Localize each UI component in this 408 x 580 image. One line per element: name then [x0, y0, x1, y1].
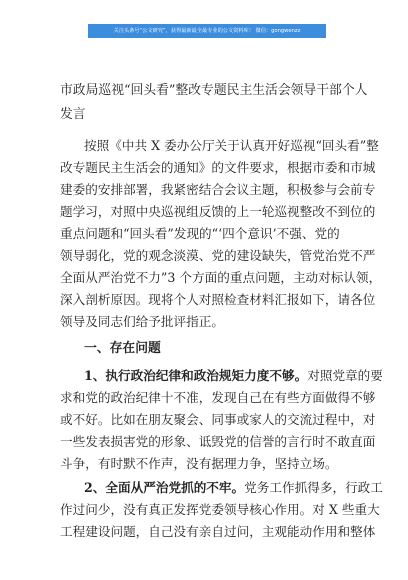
section-heading: 一、存在问题	[84, 341, 161, 356]
point-2-text: 党务工作抓得多，行政工	[244, 480, 383, 495]
point-2-line: 工程建设问题，自己没有亲自过问，主观能动作用和整体	[60, 524, 376, 539]
point-2-line: 作过问少，没有真正发挥党委领导核心作用。对 X 些重大	[60, 502, 380, 517]
point-1-line: 斗争，有时默不作声，没有据理力争，坚持立场。	[60, 456, 338, 471]
document-title-line-2: 发言	[60, 107, 86, 122]
intro-paragraph-line: 领导弱化，党的观念淡漠、党的建设缺失，管党治党不严	[60, 248, 376, 263]
intro-paragraph-line: 全面从严治党不力”3 个方面的重点问题，主动对标认领，	[60, 270, 382, 285]
intro-paragraph-line: 改专题民主生活会的通知》的文件要求，根据市委和市城	[60, 160, 376, 175]
point-1-heading: 1、执行政治纪律和政治规矩力度不够。	[84, 368, 308, 383]
point-1-text: 对照党章的要	[307, 368, 383, 383]
intro-paragraph-line: 建委的安排部署，我紧密结合会议主题，积极参与会前专	[60, 182, 376, 197]
intro-paragraph-line: 深入剖析原因。现将个人对照检查材料汇报如下，请各位	[60, 292, 376, 307]
point-2-first-line	[84, 480, 383, 496]
promo-banner: 关注头条号“公文研究”，获得最新最全最专业的公文资料库！ 微信：gongwenzz	[88, 24, 326, 38]
point-1-line: 或不好。比如在朋友聚会、同事或家人的交流过程中，对	[60, 412, 376, 427]
intro-paragraph-line: 重点问题和“回头看”发现的“‘四个意识’不强、党的	[60, 226, 340, 241]
point-1-first-line	[84, 368, 383, 384]
point-1-line: 一些发表损害党的形象、诋毁党的信誉的言行时不敢直面	[60, 434, 376, 449]
point-2-heading: 2、全面从严治党抓的不牢。	[84, 480, 245, 495]
intro-paragraph-line: 领导及同志们给予批评指正。	[60, 314, 224, 329]
intro-paragraph-line: 按照《中共 X 委办公厅关于认真开好巡视“回头看”整	[84, 138, 379, 153]
point-1-line: 求和党的政治纪律十不准，发现自己在有些方面做得不够	[60, 390, 376, 405]
intro-paragraph-line: 题学习，对照中央巡视组反馈的上一轮巡视整改不到位的	[60, 204, 376, 219]
document-title-line-1: 市政局巡视“回头看”整改专题民主生活会领导干部个人	[60, 83, 368, 98]
